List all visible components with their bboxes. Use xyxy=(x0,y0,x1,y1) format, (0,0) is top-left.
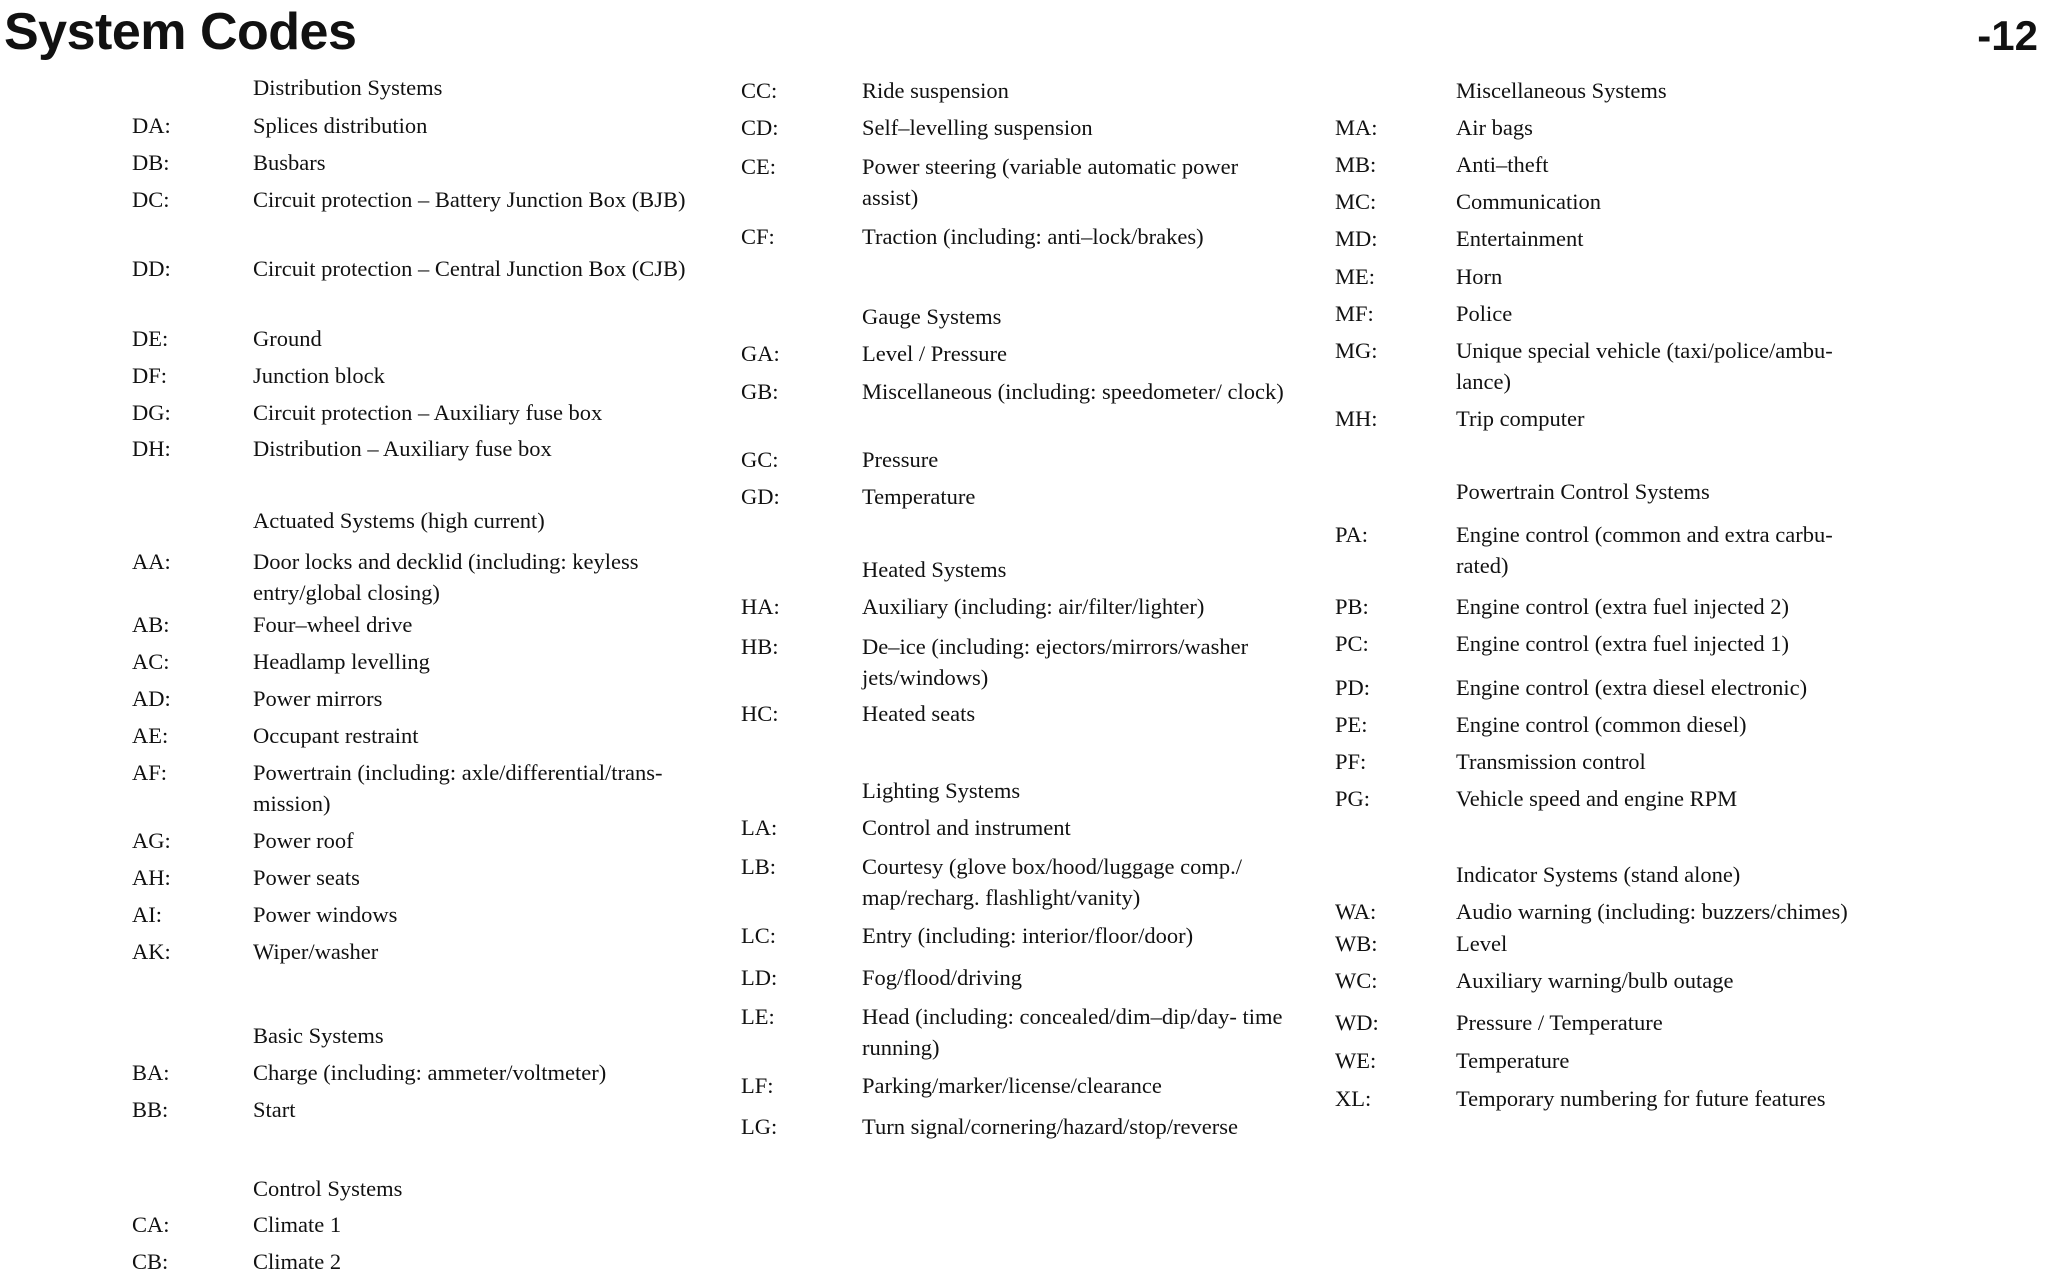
section-heading-actuated-systems-high-current: Actuated Systems (high current) xyxy=(253,508,545,533)
system-description-gd: Temperature xyxy=(862,484,976,509)
section-heading-distribution-systems: Distribution Systems xyxy=(253,75,443,100)
system-description-le: Head (including: concealed/dim–dip/day- time running) xyxy=(862,1004,1283,1060)
system-code-ad: AD: xyxy=(132,686,171,711)
section-heading-basic-systems: Basic Systems xyxy=(253,1023,384,1048)
system-description-ce: Power steering (variable automatic power assist) xyxy=(862,154,1239,210)
system-description-mg: Unique special vehicle (taxi/police/ambu- lance) xyxy=(1456,338,1833,394)
system-code-lg: LG: xyxy=(741,1114,778,1139)
system-code-dd: DD: xyxy=(132,256,171,281)
system-description-de: Ground xyxy=(253,326,322,351)
system-description-pf: Transmission control xyxy=(1456,749,1646,774)
system-code-ac: AC: xyxy=(132,649,170,674)
page-number: -12 xyxy=(1977,12,2038,59)
page-title: System Codes xyxy=(4,3,357,61)
system-description-lf: Parking/marker/license/clearance xyxy=(862,1073,1162,1098)
system-description-we: Temperature xyxy=(1456,1048,1570,1073)
system-code-pc: PC: xyxy=(1335,631,1369,656)
system-code-cc: CC: xyxy=(741,78,778,103)
system-code-lc: LC: xyxy=(741,923,777,948)
system-code-mf: MF: xyxy=(1335,301,1374,326)
system-description-ac: Headlamp levelling xyxy=(253,649,430,674)
system-description-lc: Entry (including: interior/floor/door) xyxy=(862,923,1194,948)
section-heading-miscellaneous-systems: Miscellaneous Systems xyxy=(1456,78,1667,103)
system-description-pc: Engine control (extra fuel injected 1) xyxy=(1456,631,1789,656)
system-code-le: LE: xyxy=(741,1004,775,1029)
system-code-cd: CD: xyxy=(741,115,779,140)
system-description-db: Busbars xyxy=(253,150,326,175)
system-code-aa: AA: xyxy=(132,549,171,574)
section-heading-control-systems: Control Systems xyxy=(253,1176,403,1201)
system-code-ce: CE: xyxy=(741,154,777,179)
system-code-ma: MA: xyxy=(1335,115,1378,140)
system-description-cf: Traction (including: anti–lock/brakes) xyxy=(862,224,1204,249)
system-code-ga: GA: xyxy=(741,341,780,366)
system-code-pe: PE: xyxy=(1335,712,1368,737)
system-code-wd: WD: xyxy=(1335,1010,1379,1035)
system-code-la: LA: xyxy=(741,815,778,840)
system-code-gd: GD: xyxy=(741,484,780,509)
system-code-ab: AB: xyxy=(132,612,170,637)
system-code-pf: PF: xyxy=(1335,749,1367,774)
section-heading-heated-systems: Heated Systems xyxy=(862,557,1007,582)
system-description-ld: Fog/flood/driving xyxy=(862,965,1023,990)
system-code-pb: PB: xyxy=(1335,594,1369,619)
system-description-ah: Power seats xyxy=(253,865,360,890)
system-code-bb: BB: xyxy=(132,1097,169,1122)
system-code-db: DB: xyxy=(132,150,170,175)
system-code-wc: WC: xyxy=(1335,968,1378,993)
system-code-ae: AE: xyxy=(132,723,169,748)
system-code-ak: AK: xyxy=(132,939,171,964)
system-description-cc: Ride suspension xyxy=(862,78,1009,103)
system-description-gc: Pressure xyxy=(862,447,939,472)
system-description-wb: Level xyxy=(1456,931,1508,956)
system-description-df: Junction block xyxy=(253,363,385,388)
system-code-gc: GC: xyxy=(741,447,779,472)
system-description-cd: Self–levelling suspension xyxy=(862,115,1093,140)
system-description-me: Horn xyxy=(1456,264,1503,289)
system-description-ma: Air bags xyxy=(1456,115,1533,140)
system-description-ad: Power mirrors xyxy=(253,686,383,711)
system-code-pg: PG: xyxy=(1335,786,1371,811)
system-description-pg: Vehicle speed and engine RPM xyxy=(1456,786,1738,811)
system-description-hc: Heated seats xyxy=(862,701,976,726)
system-code-ca: CA: xyxy=(132,1212,170,1237)
system-description-af: Powertrain (including: axle/differential/trans- mission) xyxy=(253,760,663,816)
system-description-mf: Police xyxy=(1456,301,1513,326)
section-heading-gauge-systems: Gauge Systems xyxy=(862,304,1002,329)
system-code-ld: LD: xyxy=(741,965,778,990)
section-heading-lighting-systems: Lighting Systems xyxy=(862,778,1021,803)
system-code-ha: HA: xyxy=(741,594,780,619)
system-description-md: Entertainment xyxy=(1456,226,1584,251)
system-code-md: MD: xyxy=(1335,226,1378,251)
system-code-ai: AI: xyxy=(132,902,162,927)
system-description-ab: Four–wheel drive xyxy=(253,612,413,637)
system-description-ba: Charge (including: ammeter/voltmeter) xyxy=(253,1060,607,1085)
system-code-ba: BA: xyxy=(132,1060,170,1085)
system-description-mb: Anti–theft xyxy=(1456,152,1549,177)
system-description-wd: Pressure / Temperature xyxy=(1456,1010,1663,1035)
system-code-gb: GB: xyxy=(741,379,779,404)
system-description-ha: Auxiliary (including: air/filter/lighter) xyxy=(862,594,1205,619)
system-code-lf: LF: xyxy=(741,1073,774,1098)
system-code-lb: LB: xyxy=(741,854,777,879)
system-description-pe: Engine control (common diesel) xyxy=(1456,712,1747,737)
system-code-wa: WA: xyxy=(1335,899,1377,924)
system-code-pd: PD: xyxy=(1335,675,1371,700)
system-code-xl: XL: xyxy=(1335,1086,1372,1111)
system-code-hc: HC: xyxy=(741,701,779,726)
system-code-mg: MG: xyxy=(1335,338,1378,363)
system-code-de: DE: xyxy=(132,326,169,351)
system-code-cf: CF: xyxy=(741,224,775,249)
system-description-la: Control and instrument xyxy=(862,815,1071,840)
system-code-dg: DG: xyxy=(132,400,171,425)
system-description-gb: Miscellaneous (including: speedometer/ clock) xyxy=(862,379,1284,404)
system-description-pa: Engine control (common and extra carbu- rated) xyxy=(1456,522,1833,578)
system-code-hb: HB: xyxy=(741,634,779,659)
system-description-hb: De–ice (including: ejectors/mirrors/washer jets/windows) xyxy=(862,634,1249,690)
system-description-wc: Auxiliary warning/bulb outage xyxy=(1456,968,1734,993)
section-heading-powertrain-control-systems: Powertrain Control Systems xyxy=(1456,479,1710,504)
system-description-xl: Temporary numbering for future features xyxy=(1456,1086,1826,1111)
system-description-bb: Start xyxy=(253,1097,296,1122)
system-description-dh: Distribution – Auxiliary fuse box xyxy=(253,436,552,461)
system-description-aa: Door locks and decklid (including: keyless entry/global closing) xyxy=(253,549,639,605)
system-code-mb: MB: xyxy=(1335,152,1377,177)
system-code-mc: MC: xyxy=(1335,189,1377,214)
system-code-mh: MH: xyxy=(1335,406,1378,431)
system-description-dd: Circuit protection – Central Junction Box (CJB) xyxy=(253,256,686,281)
system-code-dc: DC: xyxy=(132,187,170,212)
system-code-me: ME: xyxy=(1335,264,1376,289)
system-description-lg: Turn signal/cornering/hazard/stop/reverse xyxy=(862,1114,1238,1139)
system-description-ag: Power roof xyxy=(253,828,354,853)
system-code-ah: AH: xyxy=(132,865,171,890)
system-description-mc: Communication xyxy=(1456,189,1601,214)
system-description-ae: Occupant restraint xyxy=(253,723,419,748)
system-code-af: AF: xyxy=(132,760,168,785)
system-description-ga: Level / Pressure xyxy=(862,341,1007,366)
system-code-pa: PA: xyxy=(1335,522,1368,547)
system-code-da: DA: xyxy=(132,113,171,138)
system-code-we: WE: xyxy=(1335,1048,1377,1073)
system-description-wa: Audio warning (including: buzzers/chimes) xyxy=(1456,899,1848,924)
system-description-dc: Circuit protection – Battery Junction Box (BJB) xyxy=(253,187,686,212)
system-description-ai: Power windows xyxy=(253,902,398,927)
system-code-wb: WB: xyxy=(1335,931,1378,956)
system-code-ag: AG: xyxy=(132,828,171,853)
system-description-pd: Engine control (extra diesel electronic) xyxy=(1456,675,1808,700)
system-description-pb: Engine control (extra fuel injected 2) xyxy=(1456,594,1789,619)
system-description-ak: Wiper/washer xyxy=(253,939,379,964)
system-code-df: DF: xyxy=(132,363,168,388)
system-description-lb: Courtesy (glove box/hood/luggage comp./ map/recharg. flashlight/vanity) xyxy=(862,854,1242,910)
system-description-dg: Circuit protection – Auxiliary fuse box xyxy=(253,400,603,425)
section-heading-indicator-systems-stand-alone: Indicator Systems (stand alone) xyxy=(1456,862,1741,887)
system-description-da: Splices distribution xyxy=(253,113,428,138)
system-description-cb: Climate 2 xyxy=(253,1249,342,1274)
system-description-mh: Trip computer xyxy=(1456,406,1585,431)
system-description-ca: Climate 1 xyxy=(253,1212,342,1237)
system-code-dh: DH: xyxy=(132,436,171,461)
system-code-cb: CB: xyxy=(132,1249,169,1274)
